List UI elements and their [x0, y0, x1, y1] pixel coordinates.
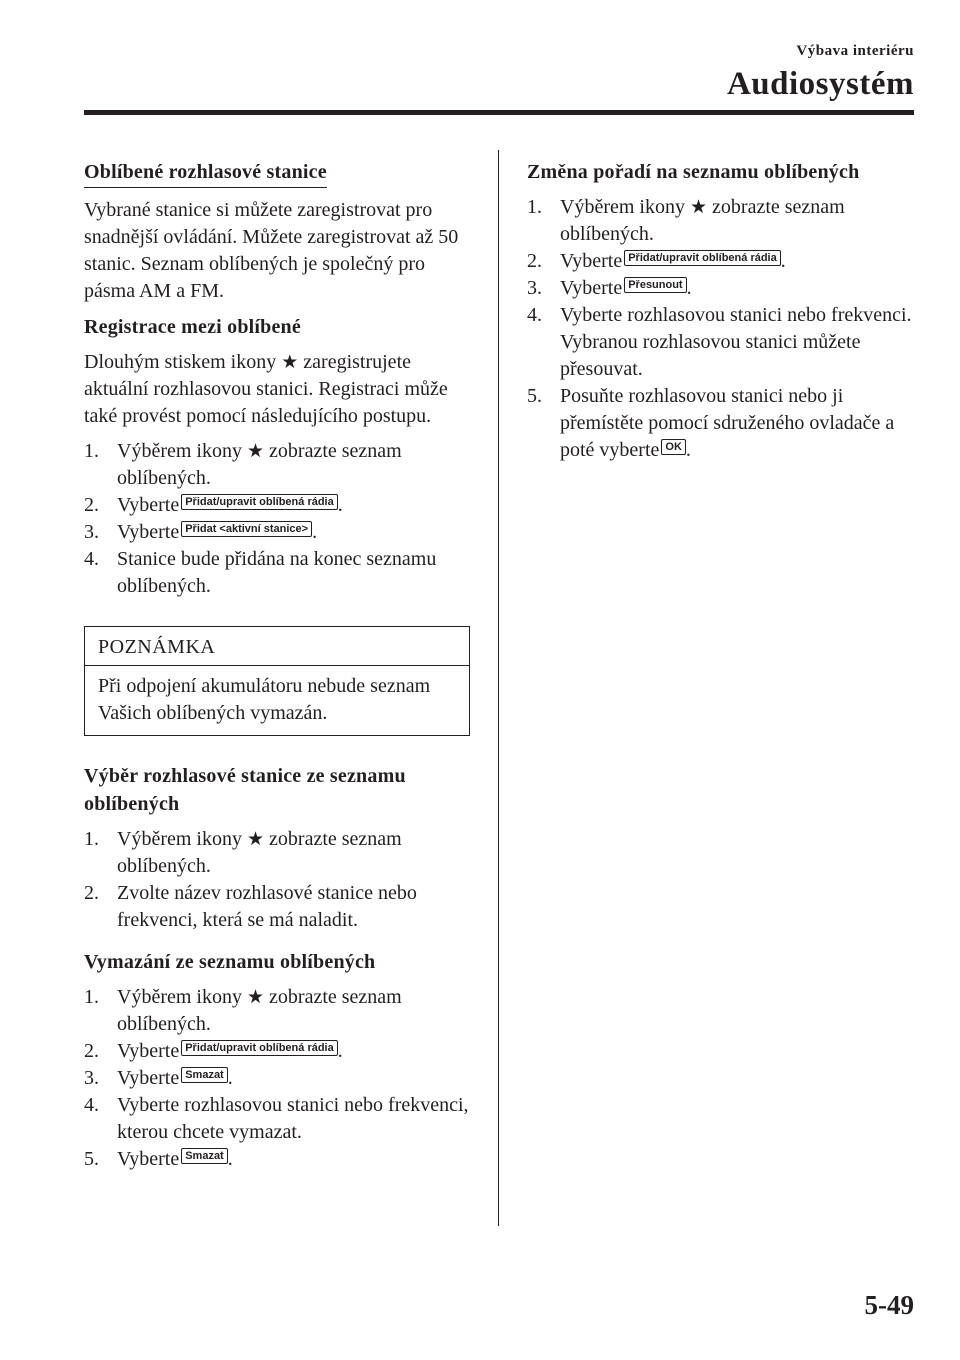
column-divider [498, 150, 499, 1226]
star-icon: ★ [246, 828, 265, 850]
register-steps [84, 438, 470, 600]
list-item: 2. Vyberte Přidat/upravit oblíbená rádia . [527, 250, 786, 272]
select-steps [84, 826, 470, 934]
star-icon: ★ [689, 196, 708, 218]
star-icon: ★ [246, 986, 265, 1008]
list-item: 2. Zvolte název rozhlasové stanice nebo frekvenci, která se má naladit. [84, 882, 417, 931]
list-item: 3. Vyberte Přidat <aktivní stanice> . [84, 521, 318, 543]
move-button: Přesunout [624, 277, 686, 293]
list-item: 2. Vyberte Přidat/upravit oblíbená rádia . [84, 1040, 343, 1062]
list-item: 1. Výběrem ikony ★ zobrazte seznam oblíbených. [84, 440, 402, 489]
register-intro: Dlouhým stiskem ikony ★ zaregistrujete aktuální rozhlasovou stanici. Registraci může také provést pomocí následujícího postupu. [84, 351, 448, 427]
list-item: 5. Vyberte Smazat . [84, 1148, 233, 1170]
favorites-intro: Vybrané stanice si můžete zaregistrovat pro snadnější ovládání. Můžete zaregistrovat až 50 stanic. Seznam oblíbených je společný pro pásma AM a FM. [84, 199, 459, 302]
register-heading: Registrace mezi oblíbené [84, 316, 301, 338]
list-item: 2. Vyberte Přidat/upravit oblíbená rádia . [84, 494, 343, 516]
favorites-heading: Oblíbené rozhlasové stanice [84, 158, 327, 188]
list-item: 1. Výběrem ikony ★ zobrazte seznam oblíbených. [84, 986, 402, 1035]
list-item: 4. Stanice bude přidána na konec seznamu oblíbených. [84, 548, 437, 597]
list-item: 3. Vyberte Přesunout . [527, 277, 692, 299]
note-title: POZNÁMKA [85, 627, 469, 666]
chapter-title: Audiosystém [726, 66, 914, 102]
delete-button: Smazat [181, 1067, 228, 1083]
delete-steps [84, 984, 470, 1173]
page-header [727, 42, 914, 102]
add-edit-favorites-button: Přidat/upravit oblíbená rádia [181, 494, 338, 510]
header-rule [84, 110, 914, 115]
note-body: Při odpojení akumulátoru nebude seznam Vašich oblíbených vymazán. [98, 675, 431, 724]
reorder-heading: Změna pořadí na seznamu oblíbených [527, 161, 860, 183]
ok-button: OK [661, 439, 686, 455]
note-box [84, 626, 470, 736]
list-item: 4. Vyberte rozhlasovou stanici nebo frekvenci, kterou chcete vymazat. [84, 1094, 469, 1143]
add-edit-favorites-button: Přidat/upravit oblíbená rádia [624, 250, 781, 266]
delete-heading: Vymazání ze seznamu oblíbených [84, 951, 376, 973]
add-edit-favorites-button: Přidat/upravit oblíbená rádia [181, 1040, 338, 1056]
reorder-steps [527, 194, 917, 464]
select-heading: Výběr rozhlasové stanice ze seznamu oblíbených [84, 765, 406, 815]
left-column [84, 158, 470, 1179]
list-item: 4. Vyberte rozhlasovou stanici nebo frekvenci. Vybranou rozhlasovou stanici můžete přesouvat. [527, 304, 912, 380]
star-icon: ★ [281, 351, 299, 373]
list-item: 3. Vyberte Smazat . [84, 1067, 233, 1089]
list-item: 1. Výběrem ikony ★ zobrazte seznam oblíbených. [527, 196, 845, 245]
right-column [527, 158, 917, 470]
star-icon: ★ [246, 440, 265, 462]
page-number: 5-49 [864, 1290, 914, 1320]
delete-button: Smazat [181, 1148, 228, 1164]
section-title: Výbava interiéru [796, 43, 914, 59]
list-item: 1. Výběrem ikony ★ zobrazte seznam oblíbených. [84, 828, 402, 877]
list-item: 5. Posuňte rozhlasovou stanici nebo ji přemístěte pomocí sdruženého ovladače a poté vyberte OK . [527, 385, 895, 461]
add-active-station-button: Přidat <aktivní stanice> [181, 521, 312, 537]
